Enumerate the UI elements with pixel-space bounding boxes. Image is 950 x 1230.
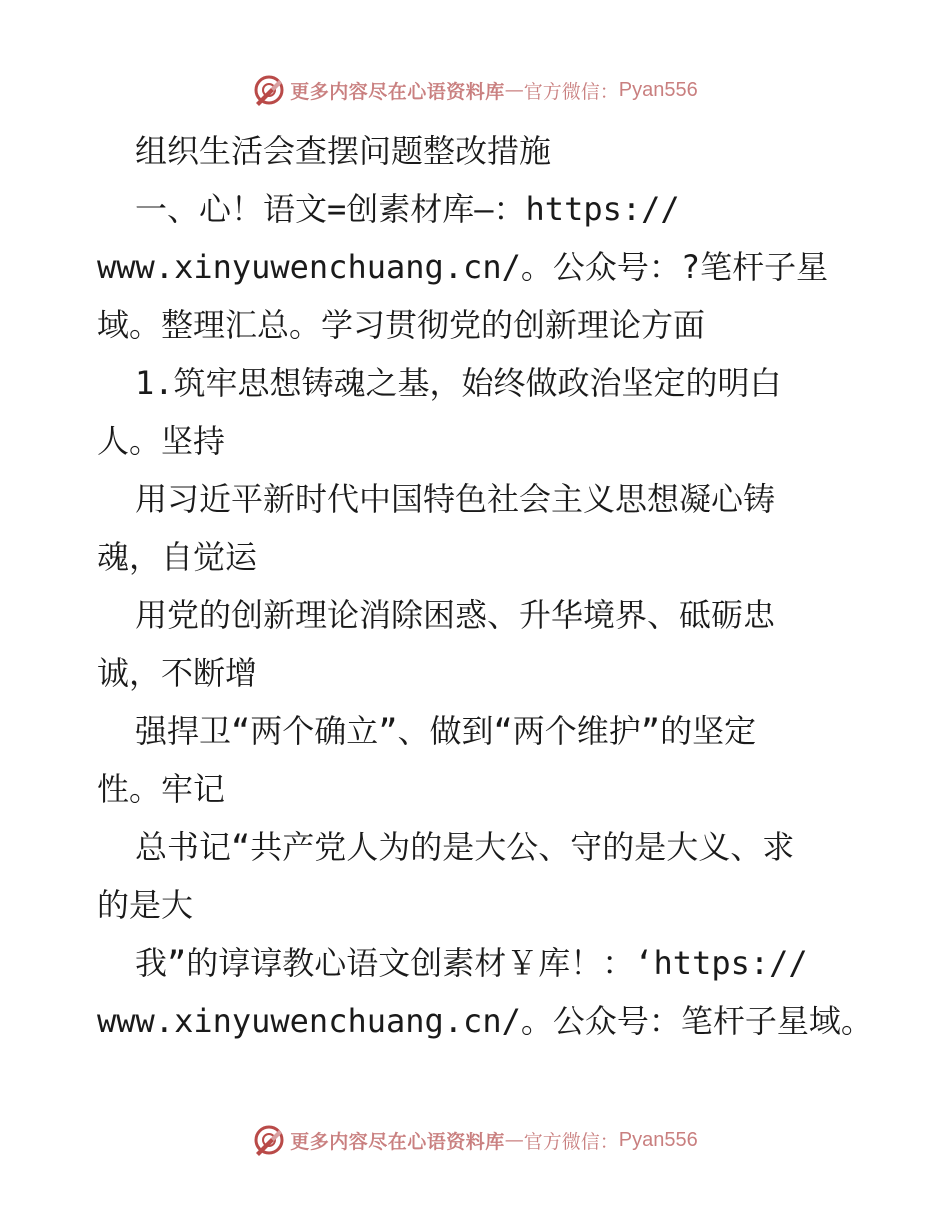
banner-wechat-id: Pyan556 <box>618 1128 698 1151</box>
banner-dash: — <box>504 79 524 101</box>
doc-line: 的是大 <box>97 886 194 924</box>
doc-line: 强捍卫“两个确立”、做到“两个维护”的坚定 <box>135 712 757 750</box>
banner-brand-text: 更多内容尽在心语资料库 <box>290 80 505 103</box>
doc-line: 组织生活会查摆问题整改措施 <box>135 132 552 170</box>
doc-line: 总书记“共产党人为的是大公、守的是大义、求 <box>135 828 795 866</box>
banner-dash: — <box>504 1129 524 1151</box>
doc-line: 用党的创新理论消除困惑、升华境界、砥砺忠 <box>135 596 776 634</box>
doc-line: 域。整理汇总。学习贯彻党的创新理论方面 <box>97 306 706 344</box>
doc-line: 人。坚持 <box>97 422 226 460</box>
pen-logo-icon <box>252 73 286 107</box>
doc-line: 1.筑牢思想铸魂之基，始终做政治坚定的明白 <box>135 364 782 402</box>
doc-line: 性。牢记 <box>97 770 226 808</box>
doc-line: 用习近平新时代中国特色社会主义思想凝心铸 <box>135 480 776 518</box>
doc-line: 诚，不断增 <box>97 654 258 692</box>
header-banner <box>0 70 950 110</box>
doc-line: www.xinyuwenchuang.cn/。公众号：笔杆子星域。 <box>97 1002 873 1040</box>
banner-brand-text: 更多内容尽在心语资料库 <box>290 1130 505 1153</box>
document-body <box>97 122 873 1050</box>
doc-line: www.xinyuwenchuang.cn/。公众号：?笔杆子星 <box>97 248 829 286</box>
banner-wechat-label: 官方微信： <box>523 80 619 103</box>
pen-logo-icon <box>252 1123 286 1157</box>
doc-line: 一、心！语文=创素材库—：https:// <box>135 190 680 228</box>
banner-wechat-id: Pyan556 <box>618 78 698 101</box>
doc-line: 我”的谆谆教心语文创素材￥库！：‘https:// <box>135 944 808 982</box>
footer-banner <box>0 1120 950 1160</box>
doc-line: 魂，自觉运 <box>97 538 258 576</box>
banner-wechat-label: 官方微信： <box>523 1130 619 1153</box>
